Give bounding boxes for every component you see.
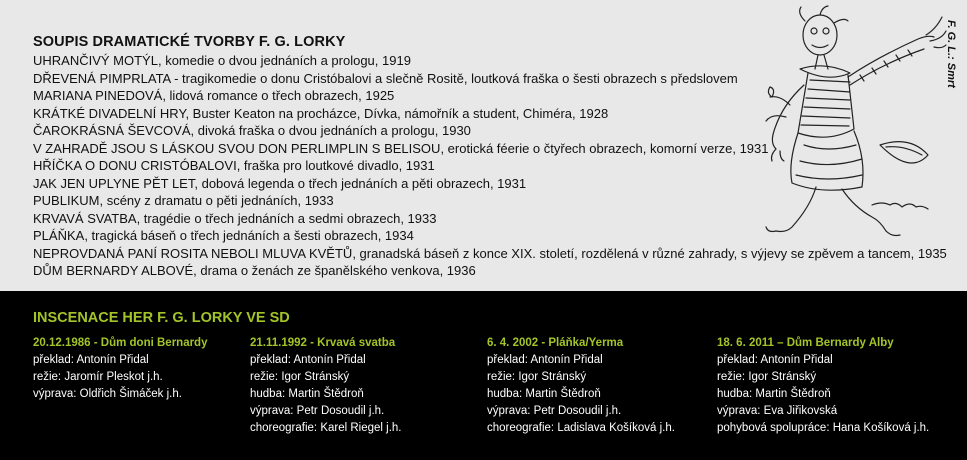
production-credit: choreografie: Karel Riegel j.h. xyxy=(250,422,402,434)
production-credit: výprava: Petr Dosoudil j.h. xyxy=(487,405,622,417)
production-credit: hudba: Martin Štědroň xyxy=(250,388,364,400)
work-description: , Buster Keaton na procházce, Dívka, námořník a student, Chiméra, 1928 xyxy=(185,105,609,121)
productions-section xyxy=(0,291,967,460)
production-column xyxy=(717,335,929,437)
production-credit: hudba: Martin Štědroň xyxy=(717,388,831,400)
work-title: UHRANČIVÝ MOTÝL xyxy=(33,53,158,68)
work-description: - tragikomedie o donu Cristóbalovi a slečně Rositě, loutková fraška o šesti obrazech s předslovem xyxy=(170,70,738,86)
work-title: DŘEVENÁ PIMPRLATA xyxy=(33,70,171,86)
illustration-caption: F. G. L.: Smrt xyxy=(945,20,957,88)
work-description: , erotická féerie o čtyřech obrazech, komorní verze, 1931 xyxy=(440,140,769,156)
work-title: ČAROKRÁSNÁ ŠEVCOVÁ xyxy=(33,123,191,138)
work-description: , scény z dramatu o pěti jednáních, 1933 xyxy=(99,193,334,208)
production-column xyxy=(33,335,207,403)
work-item xyxy=(33,262,943,280)
production-column xyxy=(487,335,675,437)
production-credit: výprava: Petr Dosoudil j.h. xyxy=(250,405,385,417)
work-description: , drama o ženách ze španělského venkova, 1936 xyxy=(193,263,476,278)
production-credit: výprava: Oldřich Šimáček j.h. xyxy=(33,388,182,400)
work-description: , granadská báseň z konce XIX. století, rozdělená v různé zahrady, s výjevy se zpěvem a tancem, 1935 xyxy=(352,245,947,261)
work-description: , divoká fraška o dvou jednáních a prologu, 1930 xyxy=(190,123,471,138)
work-description: , lidová romance o třech obrazech, 1925 xyxy=(162,88,395,103)
production-heading: 20.12.1986 - Dům doni Bernardy xyxy=(33,337,208,349)
work-item xyxy=(33,245,947,263)
work-description: , tragická báseň o třech jednáních a šesti obrazech, 1934 xyxy=(84,228,414,243)
production-credit: výprava: Eva Jiřikovská xyxy=(717,405,838,417)
work-title: HŘÍČKA O DONU CRISTÓBALOVI xyxy=(33,158,237,173)
production-credit: režie: Jaromír Pleskot j.h. xyxy=(33,371,163,383)
section-title: SOUPIS DRAMATICKÉ TVORBY F. G. LORKY xyxy=(33,34,346,50)
production-heading: 18. 6. 2011 – Dům Bernardy Alby xyxy=(717,337,894,349)
productions-title: INSCENACE HER F. G. LORKY VE SD xyxy=(33,310,290,326)
lorca-death-drawing-icon xyxy=(760,5,950,245)
work-title: V ZAHRADĚ JSOU S LÁSKOU SVOU DON PERLIMPLIN S BELISOU xyxy=(33,140,441,156)
production-heading: 21.11.1992 - Krvavá svatba xyxy=(250,337,396,349)
production-credit: režie: Igor Stránský xyxy=(717,371,817,383)
production-credit: překlad: Antonín Přidal xyxy=(33,354,149,366)
work-description: , komedie o dvou jednáních a prologu, 1919 xyxy=(157,53,411,68)
production-credit: překlad: Antonín Přidal xyxy=(250,354,366,366)
production-credit: choreografie: Ladislava Košíková j.h. xyxy=(487,422,675,434)
work-title: DŮM BERNARDY ALBOVÉ xyxy=(33,263,194,278)
production-column xyxy=(250,335,402,437)
work-description: , fraška pro loutkové divadlo, 1931 xyxy=(236,158,435,173)
production-credit: překlad: Antonín Přidal xyxy=(717,354,833,366)
work-title: NEPROVDANÁ PANÍ ROSITA NEBOLI MLUVA KVĚTŮ xyxy=(33,245,353,261)
work-title: KRVAVÁ SVATBA xyxy=(33,210,137,226)
work-title: KRÁTKÉ DIVADELNÍ HRY xyxy=(33,105,186,121)
work-title: PLÁŇKA xyxy=(33,228,85,243)
production-heading: 6. 4. 2002 - Pláňka/Yerma xyxy=(487,337,624,349)
work-description: , tragédie o třech jednáních a sedmi obrazech, 1933 xyxy=(136,210,437,226)
work-title: MARIANA PINEDOVÁ xyxy=(33,88,163,103)
work-description: , dobová legenda o třech jednáních a pěti obrazech, 1931 xyxy=(194,175,527,191)
work-title: PUBLIKUM xyxy=(33,193,100,208)
production-credit: režie: Igor Stránský xyxy=(487,371,587,383)
production-credit: pohybová spolupráce: Hana Košíková j.h. xyxy=(717,422,930,434)
work-title: JAK JEN UPLYNE PĚT LET xyxy=(33,175,195,191)
production-credit: hudba: Martin Štědroň xyxy=(487,388,601,400)
production-credit: překlad: Antonín Přidal xyxy=(487,354,603,366)
production-credit: režie: Igor Stránský xyxy=(250,371,350,383)
